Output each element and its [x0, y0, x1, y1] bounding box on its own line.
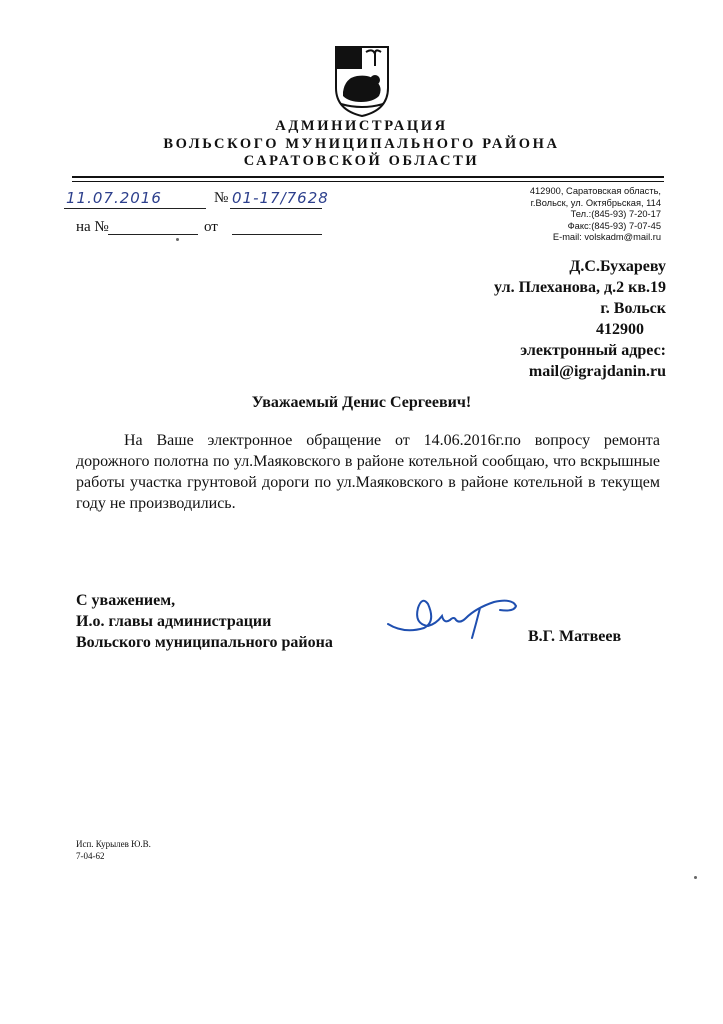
contact-email: E-mail: volskadm@mail.ru [552, 232, 661, 243]
org-title-line2: ВОЛЬСКОГО МУНИЦИПАЛЬНОГО РАЙОНА [163, 136, 560, 152]
scan-speck [694, 876, 697, 879]
scan-speck [176, 238, 179, 241]
greeting: Уважаемый Денис Сергеевич! [251, 394, 472, 411]
letter-body-paragraph: На Ваше электронное обращение от 14.06.2016г.по вопросу ремонта дорожного полотна по ул.Маяковского в районе котельной сообщаю, что вскрышные работы участка грунтовой дороги по ул.Маяковского в районе котельной в текущем году не производились. [76, 432, 660, 512]
header-rule-thin [72, 181, 664, 182]
executor-name: Исп. Курылев Ю.В. [76, 839, 151, 849]
executor-phone: 7-04-62 [76, 851, 105, 861]
addressee-city: г. Вольск [600, 300, 666, 317]
contact-fax: Факс:(845-93) 7-07-45 [567, 220, 661, 231]
org-title-line1: АДМИНИСТРАЦИЯ [275, 118, 448, 134]
contact-street: г.Вольск, ул. Октябрьская, 114 [530, 197, 661, 208]
number-underline [230, 208, 322, 209]
registration-date: 11.07.2016 [66, 189, 162, 207]
letter-body [76, 430, 660, 514]
closing-organization: Вольского муниципального района [76, 634, 333, 651]
addressee-zip: 412900 [596, 321, 644, 338]
header-rule-thick [72, 176, 664, 178]
signer-name: В.Г. Матвеев [528, 628, 622, 645]
number-label: № [214, 190, 229, 206]
closing-position: И.о. главы администрации [76, 613, 272, 630]
addressee-email: mail@igrajdanin.ru [528, 363, 666, 380]
closing-block [76, 590, 333, 653]
registration-number: 01-17/7628 [232, 189, 329, 207]
addressee-name: Д.С.Бухареву [569, 258, 666, 275]
addressee-block [494, 256, 666, 382]
contact-address: 412900, Саратовская область, [529, 186, 661, 196]
reply-label: на № [76, 219, 109, 235]
handwritten-signature [384, 594, 524, 644]
addressee-street: ул. Плеханова, д.2 кв.19 [494, 279, 666, 296]
executor-block [76, 838, 151, 862]
org-title-line3: САРАТОВСКОЙ ОБЛАСТИ [243, 153, 480, 169]
coat-of-arms-icon [333, 44, 391, 118]
addressee-email-label: электронный адрес: [520, 342, 666, 359]
closing-regards: С уважением, [76, 592, 176, 609]
contact-phone: Тел.:(845-93) 7-20-17 [570, 209, 661, 220]
contact-block [530, 186, 661, 244]
from-label: от [204, 219, 218, 235]
from-underline [232, 234, 322, 235]
reply-underline [108, 234, 198, 235]
date-underline [64, 208, 206, 209]
